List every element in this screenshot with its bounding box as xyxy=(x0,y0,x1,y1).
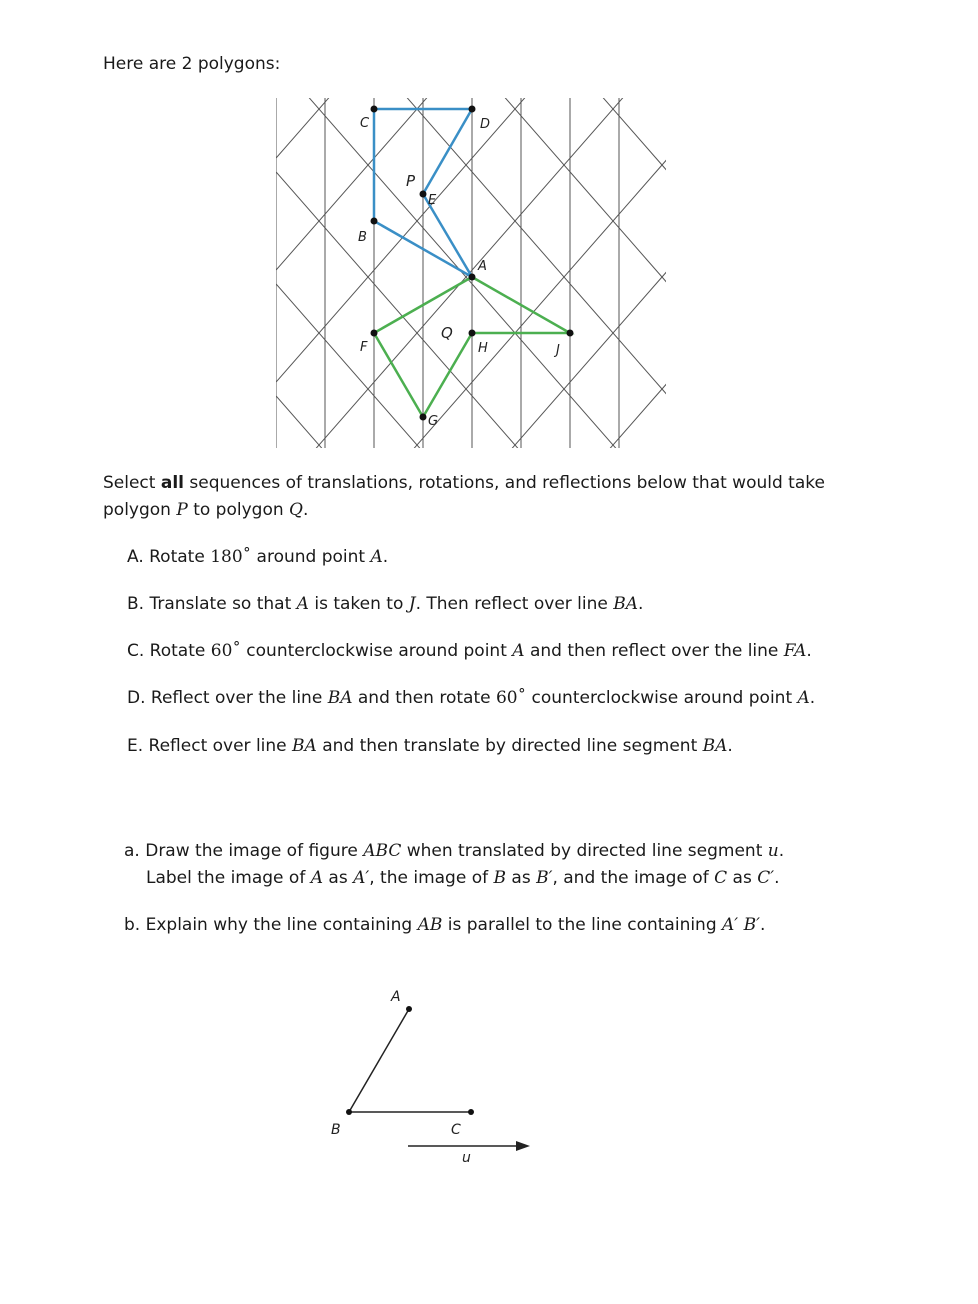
polygons-figure xyxy=(270,92,670,452)
label-u: u xyxy=(462,1150,471,1166)
opt-b-prefix: B. Translate so that xyxy=(127,594,297,614)
pb-ab: AB xyxy=(417,915,443,935)
grid-line xyxy=(270,272,670,452)
pb-end: . xyxy=(759,915,766,935)
part-a-line-2 xyxy=(146,866,780,890)
label-p: P xyxy=(406,172,416,190)
question-line-1 xyxy=(103,471,825,495)
part-a-line-1 xyxy=(124,839,784,863)
point-c xyxy=(371,106,378,113)
pa2-c: C xyxy=(714,868,728,888)
opt-b-end: . xyxy=(638,594,644,614)
opt-d-angle: 60˚ xyxy=(495,688,527,708)
option-c[interactable] xyxy=(127,639,812,663)
pa-mid: when translated by directed line segment xyxy=(401,841,768,861)
intro-text: Here are 2 polygons: xyxy=(103,54,281,74)
label-a: A xyxy=(478,259,487,274)
point-g xyxy=(420,414,427,421)
question-bold: all xyxy=(160,473,184,493)
translation-figure xyxy=(300,980,560,1170)
opt-b-line: BA xyxy=(613,594,639,614)
part-b-line xyxy=(124,913,765,937)
grid-line xyxy=(270,160,670,452)
pa2-a2: A′ xyxy=(353,868,370,888)
label-e: E xyxy=(428,193,437,208)
opt-c-pt: A xyxy=(512,641,525,661)
pb-mid: is parallel to the line containing xyxy=(442,915,723,935)
opt-d-mid2: counterclockwise around point xyxy=(526,688,798,708)
label-c: C xyxy=(451,1122,461,1138)
pa2-as1: as xyxy=(323,868,354,888)
point-d xyxy=(469,106,476,113)
opt-d-prefix: D. Reflect over the line xyxy=(127,688,328,708)
opt-e-prefix: E. Reflect over line xyxy=(127,736,293,756)
pa2-as3: as xyxy=(727,868,758,888)
opt-e-mid: and then translate by directed line segment xyxy=(316,736,703,756)
point-a xyxy=(469,274,476,281)
pa-pre: a. Draw the image of figure xyxy=(124,841,364,861)
option-e[interactable] xyxy=(127,734,733,758)
opt-d-mid: and then rotate xyxy=(352,688,496,708)
opt-d-end: . xyxy=(809,688,816,708)
pa2-end: . xyxy=(774,868,780,888)
question-pre: Select xyxy=(103,473,161,493)
option-d[interactable] xyxy=(127,686,815,710)
pa2-b2: B′ xyxy=(536,868,553,888)
opt-b-mid: is taken to xyxy=(308,594,409,614)
point-c xyxy=(468,1109,474,1115)
label-a: A xyxy=(391,989,401,1005)
grid-line xyxy=(270,92,670,282)
opt-b-v2: J xyxy=(408,594,416,614)
q2-q: Q xyxy=(289,500,303,520)
opt-d-line: BA xyxy=(327,688,353,708)
question-post: sequences of translations, rotations, and reflections below that would take xyxy=(184,473,825,493)
point-a xyxy=(406,1006,412,1012)
opt-b-v1: A xyxy=(296,594,309,614)
opt-b-mid2: . Then reflect over line xyxy=(415,594,614,614)
opt-c-mid2: and then reflect over the line xyxy=(524,641,784,661)
pa2-mid2: , and the image of xyxy=(552,868,715,888)
label-b: B xyxy=(358,230,367,245)
opt-e-line: BA xyxy=(292,736,317,756)
opt-a-pt: A xyxy=(370,547,383,567)
pa-u: u xyxy=(767,841,779,861)
pa2-a: A xyxy=(310,868,323,888)
opt-c-end: . xyxy=(806,641,812,661)
label-f: F xyxy=(360,340,368,355)
opt-a-prefix: A. Rotate xyxy=(127,547,211,567)
q2-mid: to polygon xyxy=(187,500,290,520)
opt-a-end: . xyxy=(382,547,389,567)
label-c: C xyxy=(360,116,370,131)
pa2-c2: C′ xyxy=(757,868,775,888)
label-g: G xyxy=(428,414,439,429)
pa2-pre: Label the image of xyxy=(146,868,311,888)
point-b xyxy=(371,218,378,225)
grid-line xyxy=(270,92,670,394)
opt-c-angle: 60˚ xyxy=(210,641,241,661)
q2-end: . xyxy=(302,500,309,520)
label-b: B xyxy=(331,1122,341,1138)
point-h xyxy=(469,330,476,337)
opt-a-mid: around point xyxy=(251,547,371,567)
grid-line xyxy=(270,151,670,452)
grid-line xyxy=(270,375,670,452)
point-f xyxy=(371,330,378,337)
q2-p: P xyxy=(176,500,188,520)
point-j xyxy=(567,330,574,337)
grid-line xyxy=(270,92,670,403)
segment-ab xyxy=(349,1009,409,1112)
option-b[interactable] xyxy=(127,592,643,616)
vector-u-arrowhead xyxy=(516,1141,530,1151)
opt-c-line: FA xyxy=(783,641,807,661)
q2-pre: polygon xyxy=(103,500,177,520)
opt-c-mid: counterclockwise around point xyxy=(240,641,513,661)
opt-e-seg: BA xyxy=(702,736,728,756)
opt-c-prefix: C. Rotate xyxy=(127,641,211,661)
pa2-as2: as xyxy=(506,868,537,888)
grid-line xyxy=(270,263,670,452)
opt-d-pt: A xyxy=(797,688,810,708)
opt-a-angle: 180˚ xyxy=(210,547,252,567)
pa2-b: B xyxy=(493,868,506,888)
pb-pre: b. Explain why the line containing xyxy=(124,915,418,935)
pb-ab2: A′ B′ xyxy=(722,915,760,935)
option-a[interactable] xyxy=(127,545,388,569)
point-e xyxy=(420,191,427,198)
point-b xyxy=(346,1109,352,1115)
label-j: J xyxy=(556,343,560,358)
label-d: D xyxy=(480,117,491,132)
pa-fig: ABC xyxy=(363,841,402,861)
grid-line xyxy=(270,92,670,170)
pa2-mid1: , the image of xyxy=(369,868,494,888)
pa-end: . xyxy=(778,841,785,861)
question-line-2 xyxy=(103,498,308,522)
label-h: H xyxy=(478,341,488,356)
label-q: Q xyxy=(441,324,453,342)
opt-e-end: . xyxy=(727,736,733,756)
